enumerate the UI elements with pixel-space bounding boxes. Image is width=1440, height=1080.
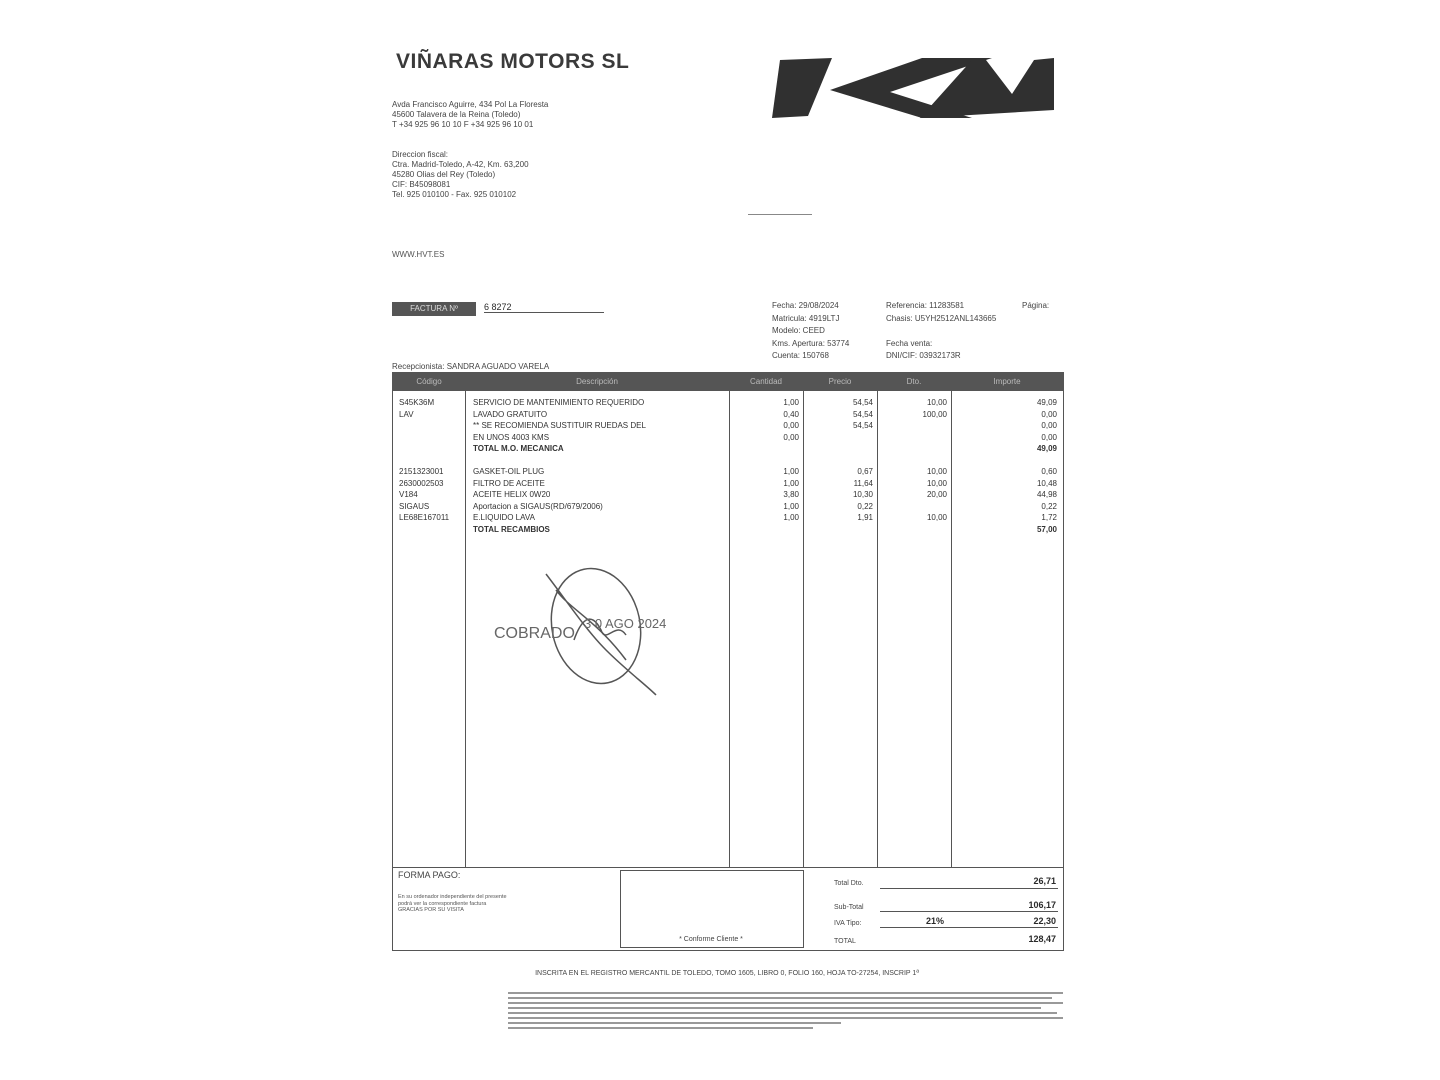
cell-importe: 49,09 [1036,444,1057,453]
cell-cantidad: 1,00 [783,478,799,488]
cell-precio: 0,67 [857,467,873,476]
cobrado-stamp [486,560,676,710]
table-row [393,478,1063,490]
cell-importe: 0,00 [1041,409,1057,419]
total-value: 128,47 [1028,934,1056,944]
note-line: GRACIAS POR SU VISITA [398,907,464,913]
cell-precio: 1,91 [857,513,873,522]
modelo: Modelo: CEED [772,326,825,335]
cell-descripcion: LAVADO GRATUITO [473,409,548,419]
cell-codigo: 2630002503 [399,478,444,488]
total-dto-value: 26,71 [1033,876,1056,886]
table-row [393,489,1063,501]
table-row [393,443,1063,455]
stamp-text: COBRADO [494,625,575,642]
cell-importe: 1,72 [1041,513,1057,522]
address-line: Avda Francisco Aguirre, 434 Pol La Floresta [392,100,549,109]
cell-cantidad: 0,00 [783,432,799,442]
header-codigo: Código [416,377,442,386]
iva-label: IVA Tipo: [834,920,862,927]
note-line: podrá ver la correspondiente factura [398,900,487,907]
table-row [393,409,1063,421]
fecha-venta: Fecha venta: [886,338,933,348]
cell-precio: 11,64 [853,478,873,488]
cell-codigo: 2151323001 [399,467,444,476]
matricula: Matricula: 4919LTJ [772,313,840,323]
header-descripcion: Descripción [576,377,618,386]
kia-logo [772,50,1054,124]
table-header [393,373,1063,391]
cell-importe: 0,60 [1041,467,1057,476]
receptionist: Recepcionista: SANDRA AGUADO VARELA [392,362,550,371]
cell-importe: 44,98 [1036,490,1057,499]
cell-descripcion: TOTAL M.O. MECANICA [473,444,564,453]
cell-dto: 10,00 [926,478,947,488]
cell-descripcion: E.LIQUIDO LAVA [473,513,535,522]
fiscal-line: Tel. 925 010100 - Fax. 925 010102 [392,190,517,199]
header-precio: Precio [828,377,852,386]
fecha: Fecha: 29/08/2024 [772,301,839,310]
cell-precio: 0,22 [857,501,873,511]
table-row [393,420,1063,432]
fiscal-line: 45280 Olias del Rey (Toledo) [392,170,496,179]
cell-importe: 0,00 [1041,421,1057,430]
cell-importe: 0,22 [1041,501,1057,511]
header-cantidad: Cantidad [749,377,783,386]
website: WWW.HVT.ES [392,250,445,259]
rule [880,911,1058,912]
header-importe: Importe [993,377,1021,386]
cell-cantidad: 0,40 [783,409,799,419]
cell-descripcion: Aportacion a SIGAUS(RD/679/2006) [473,501,603,511]
cell-cantidad: 3,80 [783,490,799,499]
cell-codigo: LAV [399,409,414,419]
total-dto-label: Total Dto. [834,880,864,887]
subtotal-label: Sub-Total [834,904,864,911]
subtotal-value: 106,17 [1028,900,1056,910]
legal-notice: INSCRITA EN EL REGISTRO MERCANTIL DE TOLEDO, TOMO 1605, LIBRO 0, FOLIO 160, HOJA TO-27254, INSCRIP 1ª [535,970,919,977]
cell-descripcion: GASKET-OIL PLUG [473,467,545,476]
cell-descripcion: ACEITE HELIX 0W20 [473,490,551,499]
cell-descripcion: ** SE RECOMIENDA SUSTITUIR RUEDAS DEL [473,421,646,430]
dni: DNI/CIF: 03932173R [886,351,961,360]
address-line: 45600 Talavera de la Reina (Toledo) [392,110,521,119]
cell-dto: 100,00 [922,409,947,419]
cell-precio: 54,54 [852,421,873,430]
address-line: T +34 925 96 10 10 F +34 925 96 10 01 [392,120,534,129]
table-row [393,466,1063,478]
cell-precio: 10,30 [852,490,873,499]
cell-codigo: S45K36M [399,398,435,407]
stamp-date: 3 0 AGO 2024 [584,616,667,631]
cell-dto: 10,00 [926,467,947,476]
cell-importe: 57,00 [1036,524,1057,534]
table-row [393,501,1063,513]
cell-cantidad: 1,00 [783,501,799,511]
cell-precio: 54,54 [852,398,873,407]
conforme-cliente: * Conforme Cliente * [679,936,743,943]
cell-cantidad: 1,00 [783,467,799,476]
table-row [393,524,1063,536]
total-label: TOTAL [834,938,856,945]
note-line: En su ordenador independiente del presente [398,894,507,900]
cell-cantidad: 1,00 [783,398,799,407]
cell-importe: 10,48 [1036,478,1057,488]
fiscal-line: Direccion fiscal: [392,150,449,159]
table-row [393,455,1063,467]
kms: Kms. Apertura: 53774 [772,338,850,348]
cell-cantidad: 0,00 [783,421,799,430]
header-dto: Dto. [906,377,922,386]
fiscal-address [392,150,529,200]
invoice-label: FACTURA Nº [392,302,476,316]
separator [748,214,812,215]
table-row [393,512,1063,524]
company-name: VIÑARAS MOTORS SL [396,50,630,73]
rule [880,888,1058,889]
cell-precio: 54,54 [852,409,873,419]
table-row [393,397,1063,409]
cell-descripcion: SERVICIO DE MANTENIMIENTO REQUERIDO [473,398,645,407]
company-address [392,100,548,130]
rule [880,927,1058,928]
chasis: Chasis: U5YH2512ANL143665 [886,313,997,323]
referencia: Referencia: 11283581 [886,301,965,310]
invoice-meta-right [886,300,996,363]
fiscal-line: CIF: B45098081 [392,180,451,189]
iva-tipo: 21% [926,916,945,926]
cell-dto: 20,00 [926,490,947,499]
cell-codigo: SIGAUS [399,501,430,511]
footer-note [398,894,507,914]
cell-codigo: V184 [399,490,418,499]
cell-cantidad: 1,00 [783,513,799,522]
cell-dto: 10,00 [926,513,947,522]
fine-print [508,992,1063,1032]
iva-value: 22,30 [1033,916,1056,926]
cell-dto: 10,00 [926,398,947,407]
cell-codigo: LE68E167011 [399,513,450,522]
cell-descripcion: TOTAL RECAMBIOS [473,524,550,534]
table-row [393,432,1063,444]
pagina: Página: [1022,301,1050,310]
cell-importe: 0,00 [1041,432,1057,442]
cuenta: Cuenta: 150768 [772,351,829,360]
cell-descripcion: EN UNOS 4003 KMS [473,432,550,442]
cell-importe: 49,09 [1036,398,1057,407]
fiscal-line: Ctra. Madrid-Toledo, A-42, Km. 63,200 [392,160,529,169]
cell-descripcion: FILTRO DE ACEITE [473,478,545,488]
invoice-number: 6 8272 [484,302,604,313]
forma-pago: FORMA PAGO: [398,870,461,880]
invoice-meta-left [772,300,849,363]
